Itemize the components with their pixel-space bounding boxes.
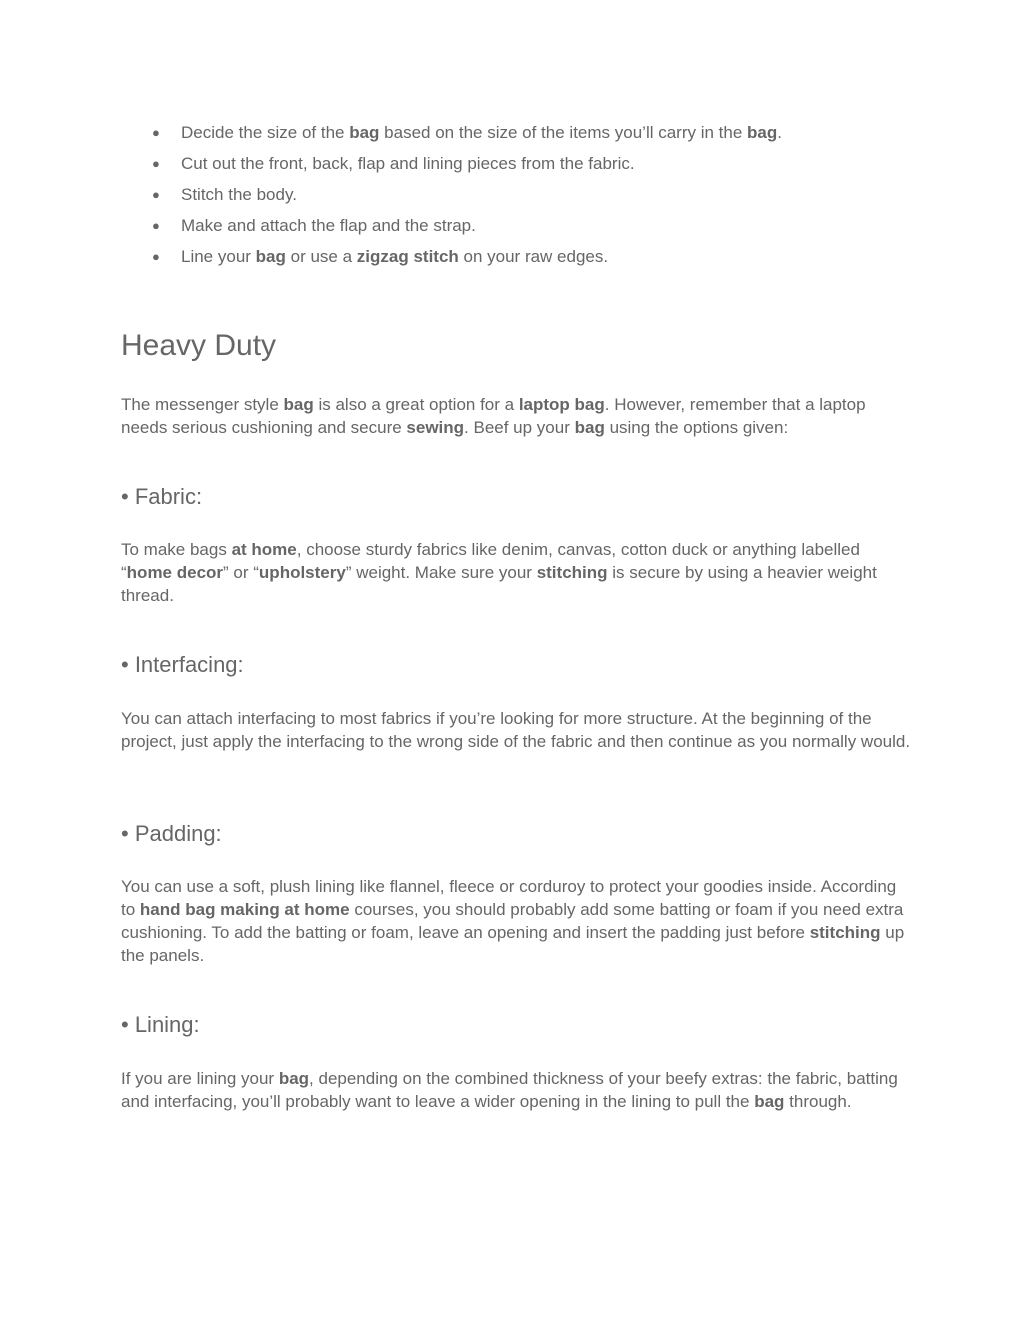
intro-bold-run: bag <box>574 418 605 437</box>
list-item <box>121 184 911 206</box>
list-item <box>121 122 911 144</box>
paragraph-text-run: You can use a soft, plush lining like flannel, fleece or corduroy to protect your goodies inside. According to <box>121 877 897 919</box>
paragraph-bold-run: home decor <box>126 563 224 582</box>
subsection-title-lining: • Lining: <box>121 1012 200 1037</box>
paragraph-bold-run: upholstery <box>258 563 346 582</box>
bullet-icon: ● <box>152 156 160 171</box>
paragraph-text-run: If you are lining your <box>121 1069 279 1088</box>
paragraph-text-run: To make bags <box>121 540 232 559</box>
subsection-title-padding: • Padding: <box>121 821 222 846</box>
intro-text-run: . However, remember that a laptop needs serious cushioning and secure <box>121 395 866 437</box>
subsection-body-lining <box>121 1067 911 1113</box>
list-item-bold-run: bag <box>747 123 778 142</box>
paragraph-text-run: is secure by using a heavier weight thread. <box>121 563 877 605</box>
list-item-text-run: Make and attach the flap and the strap. <box>181 216 476 235</box>
subsection-body-padding <box>121 875 911 967</box>
bullet-icon: ● <box>152 218 160 233</box>
list-item <box>121 215 911 237</box>
subsection-title-fabric: • Fabric: <box>121 484 203 509</box>
list-item <box>121 246 911 268</box>
intro-text-run: The messenger style <box>121 395 284 414</box>
intro-text-run: . Beef up your <box>464 418 575 437</box>
list-item-bold-run: bag <box>255 247 286 266</box>
bullet-icon: ● <box>152 125 160 140</box>
subsection-title-interfacing: • Interfacing: <box>121 652 244 677</box>
intro-bold-run: sewing <box>406 418 465 437</box>
paragraph-bold-run: at home <box>231 540 297 559</box>
intro-bold-run: laptop bag <box>518 395 605 414</box>
paragraph-bold-run: stitching <box>536 563 608 582</box>
paragraph-bold-run: hand bag making at home <box>139 900 350 919</box>
list-item-text-run: or use a <box>285 247 357 266</box>
list-item-bold-run: zigzag stitch <box>356 247 459 266</box>
bullet-icon: ● <box>152 187 160 202</box>
paragraph-text-run: , choose sturdy fabrics like denim, canvas, cotton duck or anything labelled “ <box>121 540 860 582</box>
list-item-text-run: Stitch the body. <box>181 185 297 204</box>
list-item <box>121 153 911 175</box>
list-item-text-run: on your raw edges. <box>458 247 609 266</box>
section-heading: Heavy Duty <box>121 329 277 362</box>
intro-text-run: using the options given: <box>604 418 789 437</box>
paragraph-bold-run: bag <box>754 1092 785 1111</box>
paragraph-text-run: up the panels. <box>121 923 905 965</box>
list-item-text-run: based on the size of the items you’ll carry in the <box>379 123 748 142</box>
list-item-text-run: Line your <box>181 247 256 266</box>
subsection-body-fabric <box>121 538 911 607</box>
bullet-icon: ● <box>152 249 160 264</box>
paragraph-text-run: through. <box>784 1092 852 1111</box>
paragraph-text-run: ” or “ <box>223 563 259 582</box>
paragraph-text-run: You can attach interfacing to most fabrics if you’re looking for more structure. At the beginning of the project, just apply the interfacing to the wrong side of the fabric and then continue as you normally would. <box>121 709 911 751</box>
list-item-bold-run: bag <box>349 123 380 142</box>
paragraph-text-run: , depending on the combined thickness of your beefy extras: the fabric, batting and interfacing, you’ll probably want to leave a wider opening in the lining to pull the <box>121 1069 898 1111</box>
intro-paragraph <box>121 393 911 439</box>
steps-list <box>121 122 911 277</box>
intro-text-run: is also a great option for a <box>313 395 519 414</box>
subsection-body-interfacing <box>121 707 911 753</box>
list-item-text-run: Decide the size of the <box>181 123 350 142</box>
list-item-text-run: . <box>777 123 782 142</box>
intro-bold-run: bag <box>283 395 314 414</box>
paragraph-bold-run: bag <box>278 1069 310 1088</box>
paragraph-text-run: courses, you should probably add some batting or foam if you need extra cushioning. To add the batting or foam, leave an opening and insert the padding just before <box>121 900 904 942</box>
paragraph-bold-run: stitching <box>809 923 881 942</box>
paragraph-text-run: ” weight. Make sure your <box>345 563 537 582</box>
list-item-text-run: Cut out the front, back, flap and lining pieces from the fabric. <box>181 154 635 173</box>
